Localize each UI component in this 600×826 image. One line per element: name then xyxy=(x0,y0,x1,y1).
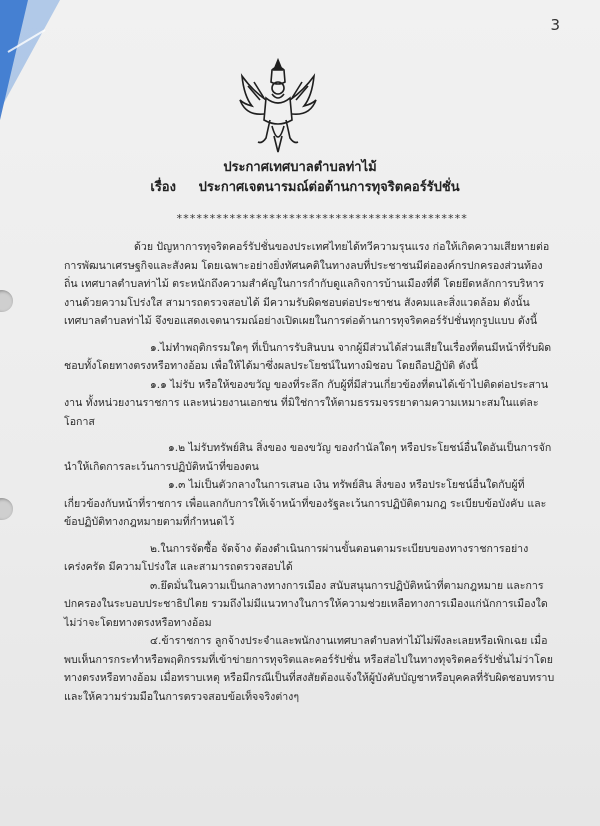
garuda-emblem-icon xyxy=(238,56,318,154)
document-body xyxy=(64,238,556,706)
subject-label: เรื่อง xyxy=(150,180,176,195)
punch-hole xyxy=(0,498,13,520)
item-2: ๒.ในการจัดซื้อ จัดจ้าง ต้องดำเนินการผ่านขั้นตอนตามระเบียบของทางราชการอย่างเคร่งครัด มีความโปร่งใส และสามารถตรวจสอบได้ xyxy=(64,542,529,573)
blue-corner-tab xyxy=(0,0,110,120)
item-1-2: ๑.๒ ไม่รับทรัพย์สิน สิ่งของ ของขวัญ ของกำนัลใดๆ หรือประโยชน์อื่นใดอันเป็นการจักนำให้เกิดการละเว้นการปฏิบัติหน้าที่ของตน xyxy=(64,442,552,473)
item-4: ๔.ข้าราชการ ลูกจ้างประจำและพนักงานเทศบาลตำบลท่าไม้ไม่พึงละเลยหรือเพิกเฉย เมื่อพบเห็นการกระทำหรือพฤติกรรมที่เข้าข่ายการทุจริตและคอร์รัปชั่น หรือส่อไปในทางทุจริตคอร์รัปชั่นไม่ว่าโดยทางตรงหรือทางอ้อม เมื่อทราบเหตุ หรือมีกรณีเป็นที่สงสัยต้องแจ้งให้ผู้บังคับบัญชาหรือบุคคลที่รับผิดชอบทราบ และให้ความร่วมมือในการตรวจสอบข้อเท็จจริงต่างๆ xyxy=(64,635,555,703)
page-number: 3 xyxy=(550,16,560,34)
subject-line xyxy=(0,176,600,197)
punch-hole xyxy=(0,290,13,312)
separator-line: ******************************************** xyxy=(176,212,468,225)
item-1-1: ๑.๑ ไม่รับ หรือให้ของขวัญ ของที่ระลึก กับผู้ที่มีส่วนเกี่ยวข้องที่ตนได้เข้าไปติดต่อประสานงาน ทั้งหน่วยงานราชการ และหน่วยงานเอกชน ที่มิใช่การให้ตามธรรมจรรยาตามความเหมาะสมในแต่ละโอกาส xyxy=(64,378,549,428)
item-1: ๑.ไม่ทำพฤติกรรมใดๆ ที่เป็นการรับสินบน จากผู้มีส่วนได้ส่วนเสียในเรื่องที่ตนมีหน้าที่รับผิดชอบทั้งโดยทางตรงหรือทางอ้อม เพื่อให้ได้มาซึ่งผลประโยชน์ในทางมิชอบ โดยถือปฏิบัติ ดังนี้ xyxy=(64,341,552,372)
announcement-title: ประกาศเทศบาลตำบลท่าไม้ xyxy=(223,160,377,175)
subject-text: ประกาศเจตนารมณ์ต่อต้านการทุจริตคอร์รัปชั่น xyxy=(198,180,460,195)
intro-paragraph: ด้วย ปัญหาการทุจริตคอร์รัปชั่นของประเทศไทยได้ทวีความรุนแรง ก่อให้เกิดความเสียหายต่อการพัฒนาเศรษฐกิจและสังคม โดยเฉพาะอย่างยิ่งทัศนคติในทางลบที่ประชาชนมีต่อองค์กรปกครองส่วนท้องถิ่น เทศบาลตำบลท่าไม้ ตระหนักถึงความสำคัญในการกำกับดูแลกิจการบ้านเมืองที่ดี โดยยึดหลักการบริหารงานด้วยความโปร่งใส สามารถตรวจสอบได้ มีความรับผิดชอบต่อประชาชน สังคมและสิ่งแวดล้อม ดังนั้น เทศบาลตำบลท่าไม้ จึงขอแสดงเจตนารมณ์อย่างเปิดเผยในการต่อต้านการทุจริตคอร์รัปชั่นทุกรูปแบบ ดังนี้ xyxy=(64,241,550,327)
item-1-3: ๑.๓ ไม่เป็นตัวกลางในการเสนอ เงิน ทรัพย์สิน สิ่งของ หรือประโยชน์อื่นใดกับผู้ที่เกี่ยวข้องกับหน้าที่ราชการ เพื่อแลกกับการให้เจ้าหน้าที่ของรัฐละเว้นการปฏิบัติตามกฎ ระเบียบข้อบังคับ และข้อปฏิบัติทางกฎหมายตามที่กำหนดไว้ xyxy=(64,479,547,528)
item-3: ๓.ยึดมั่นในความเป็นกลางทางการเมือง สนับสนุนการปฏิบัติหน้าที่ตามกฎหมาย และการปกครองในระบอบประชาธิปไตย รวมถึงไม่มีแนวทางในการให้ความช่วยเหลือทางการเมืองแก่นักการเมืองใด ไม่ว่าจะโดยทางตรงหรือทางอ้อม xyxy=(64,579,548,629)
